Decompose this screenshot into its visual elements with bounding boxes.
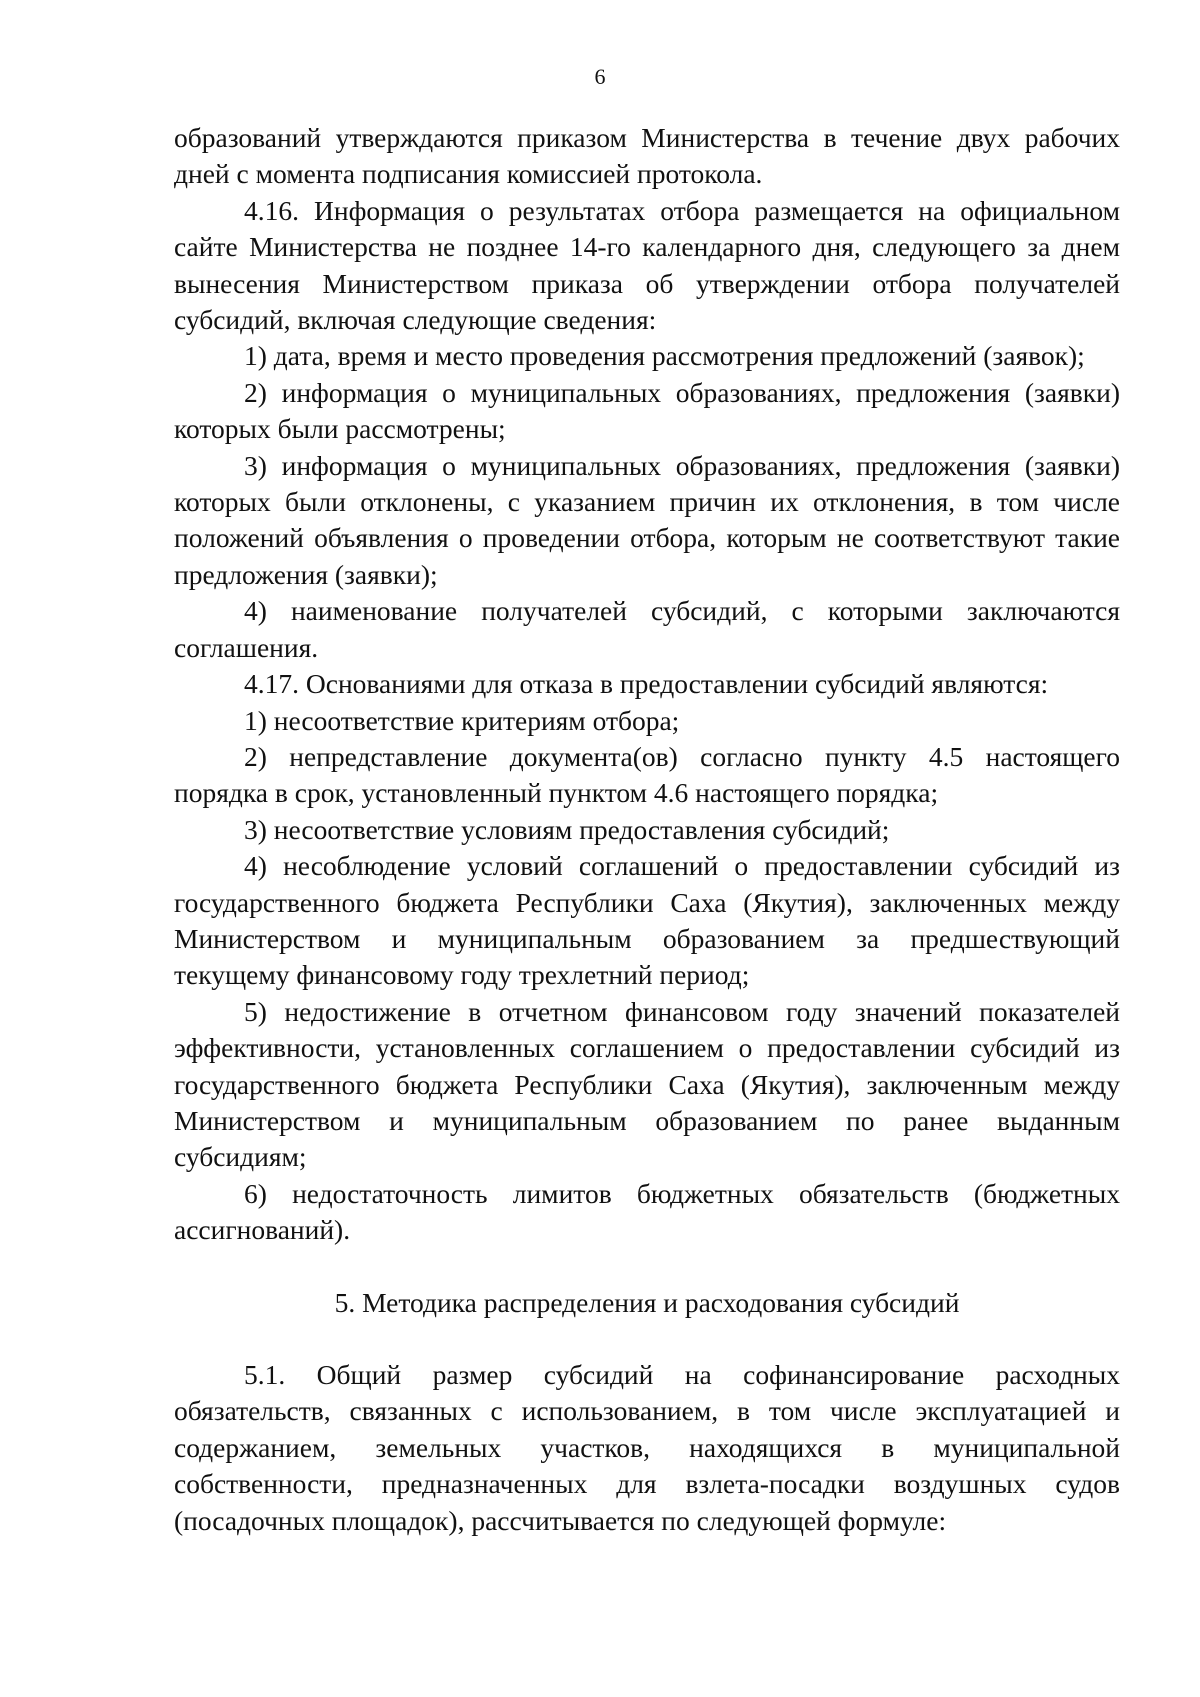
list-item-4-17-4: 4) несоблюдение условий соглашений о предоставлении субсидий из государственного бюджета Республики Саха (Якутия), заключенных между Министерством и муниципальным образованием за предшествующий текущему финансовому году трехлетний период; (174, 850, 1120, 991)
document-body (174, 120, 1120, 1539)
list-item-4-16-1: 1) дата, время и место проведения рассмотрения предложений (заявок); (244, 340, 1085, 372)
paragraph-5-1: 5.1. Общий размер субсидий на софинансирование расходных обязательств, связанных с использованием, в том числе эксплуатацией и содержанием, земельных участков, находящихся в муниципальной собственности, предназначенных для взлета-посадки воздушных судов (посадочных площадок), рассчитывается по следующей формуле: (174, 1359, 1120, 1536)
paragraph-4-16: 4.16. Информация о результатах отбора размещается на официальном сайте Министерства не позднее 14-го календарного дня, следующего за днем вынесения Министерством приказа об утверждении отбора получателей субсидий, включая следующие сведения: (174, 194, 1120, 336)
list-item-4-17-6: 6) недостаточность лимитов бюджетных обязательств (бюджетных ассигнований). (174, 1177, 1120, 1246)
list-item-4-16-2: 2) информация о муниципальных образованиях, предложения (заявки) которых были рассмотрены; (174, 376, 1120, 445)
page-number: 6 (594, 64, 606, 89)
list-item-4-17-1: 1) несоответствие критериям отбора; (244, 704, 680, 736)
list-item-4-16-4: 4) наименование получателей субсидий, с которыми заключаются соглашения. (174, 595, 1120, 663)
section-heading: 5. Методика распределения и расходования субсидий (334, 1286, 960, 1318)
paragraph-4-17: 4.17. Основаниями для отказа в предоставлении субсидий являются: (244, 668, 1049, 700)
list-item-4-17-2: 2) непредставление документа(ов) согласно пункту 4.5 настоящего порядка в срок, установленный пунктом 4.6 настоящего порядка; (174, 740, 1120, 809)
list-item-4-17-5: 5) недостижение в отчетном финансовом году значений показателей эффективности, установленных соглашением о предоставлении субсидий из государственного бюджета Республики Саха (Якутия), заключенным между Министерством и муниципальным образованием по ранее выданным субсидиям; (174, 995, 1120, 1173)
list-item-4-17-3: 3) несоответствие условиям предоставления субсидий; (244, 813, 890, 845)
list-item-4-16-3: 3) информация о муниципальных образованиях, предложения (заявки) которых были отклонены, с указанием причин их отклонения, в том числе положений объявления о проведении отбора, которым не соответствуют такие предложения (заявки); (174, 449, 1120, 590)
paragraph-continuation: образований утверждаются приказом Министерства в течение двух рабочих дней с момента подписания комиссией протокола. (174, 122, 1120, 190)
